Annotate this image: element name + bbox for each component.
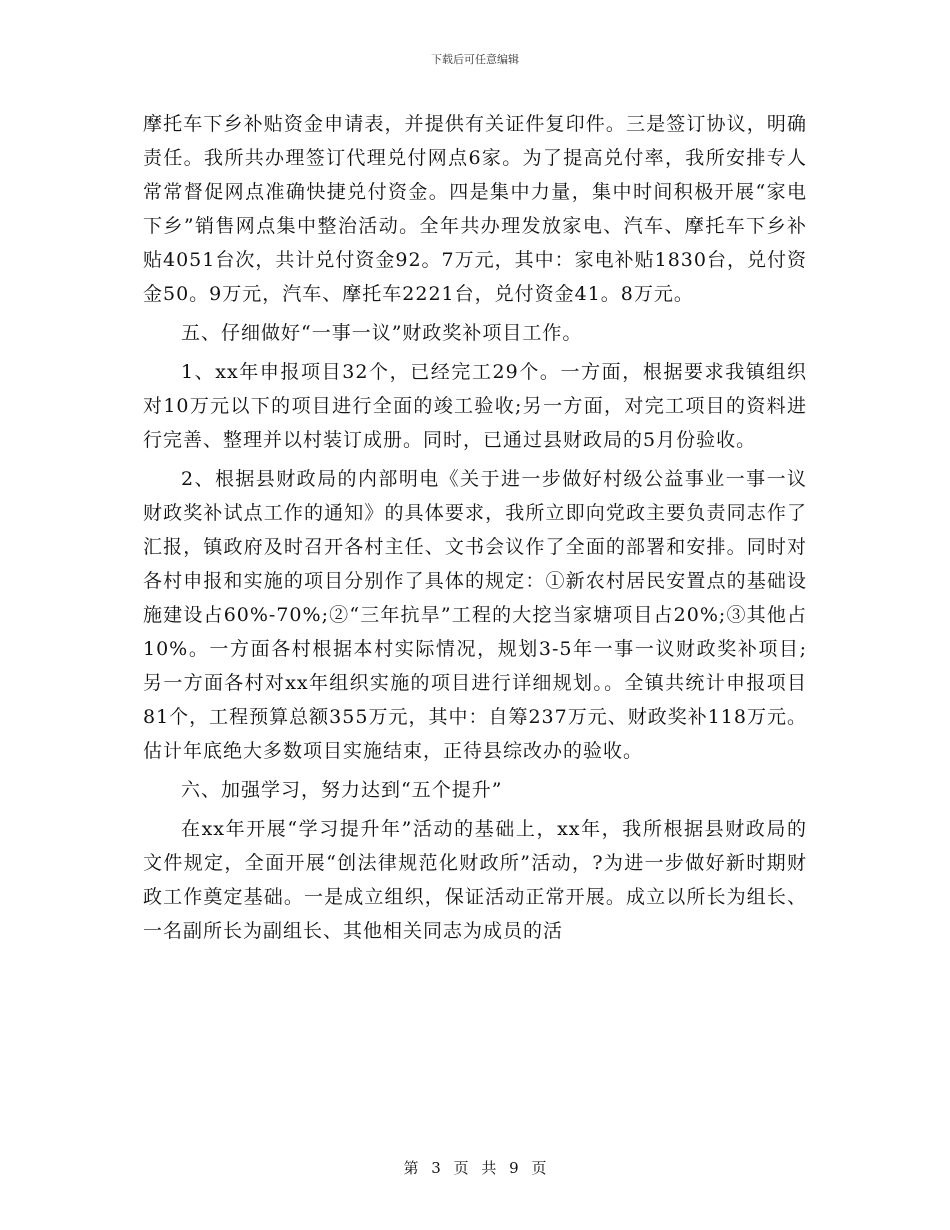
section-heading-five: 五、仔细做好“一事一议”财政奖补项目工作。 bbox=[181, 322, 583, 344]
page-number: 第 3 页 共 9 页 bbox=[403, 1159, 547, 1177]
document-body bbox=[143, 107, 807, 953]
paragraph-item-2: 2、根据县财政局的内部明电《关于进一步做好村级公益事业一事一议财政奖补试点工作的通知》的具体要求，我所立即向党政主要负责同志作了汇报，镇政府及时召开各村主任、文书会议作了全面的部署和安排。同时对各村申报和实施的项目分别作了具体的规定：①新农村居民安置点的基础设施建设占60%-70%;②“三年抗旱”工程的大挖当家塘项目占20%;③其他占10%。一方面各村根据本村实际情况，规划3-5年一事一议财政奖补项目;另一方面各村对xx年组织实施的项目进行详细规划。。全镇共统计申报项目81个，工程预算总额355万元，其中：自筹237万元、财政奖补118万元。估计年底绝大多数项目实施结束，正待县综改办的验收。 bbox=[143, 468, 807, 762]
section-heading-six: 六、加强学习，努力达到“五个提升” bbox=[181, 779, 503, 801]
paragraph-item-1: 1、xx年申报项目32个，已经完工29个。一方面，根据要求我镇组织对10万元以下的项目进行全面的竣工验收;另一方面，对完工项目的资料进行完善、整理并以村装订成册。同时，已通过县财政局的5月份验收。 bbox=[143, 361, 807, 451]
paragraph-continuation: 摩托车下乡补贴资金申请表，并提供有关证件复印件。三是签订协议，明确责任。我所共办理签订代理兑付网点6家。为了提高兑付率，我所安排专人常常督促网点准确快捷兑付资金。四是集中力量，集中时间积极开展“家电下乡”销售网点集中整治活动。全年共办理发放家电、汽车、摩托车下乡补贴4051台次，共计兑付资金92。7万元，其中：家电补贴1830台，兑付资金50。9万元，汽车、摩托车2221台，兑付资金41。8万元。 bbox=[143, 113, 807, 305]
paragraph-study: 在xx年开展“学习提升年”活动的基础上，xx年，我所根据县财政局的文件规定，全面开展“创法律规范化财政所”活动，?为进一步做好新时期财政工作奠定基础。一是成立组织，保证活动正常开展。成立以所长为组长、一名副所长为副组长、其他相关同志为成员的活 bbox=[143, 818, 807, 942]
page-header-note: 下载后可任意编辑 bbox=[431, 53, 519, 66]
